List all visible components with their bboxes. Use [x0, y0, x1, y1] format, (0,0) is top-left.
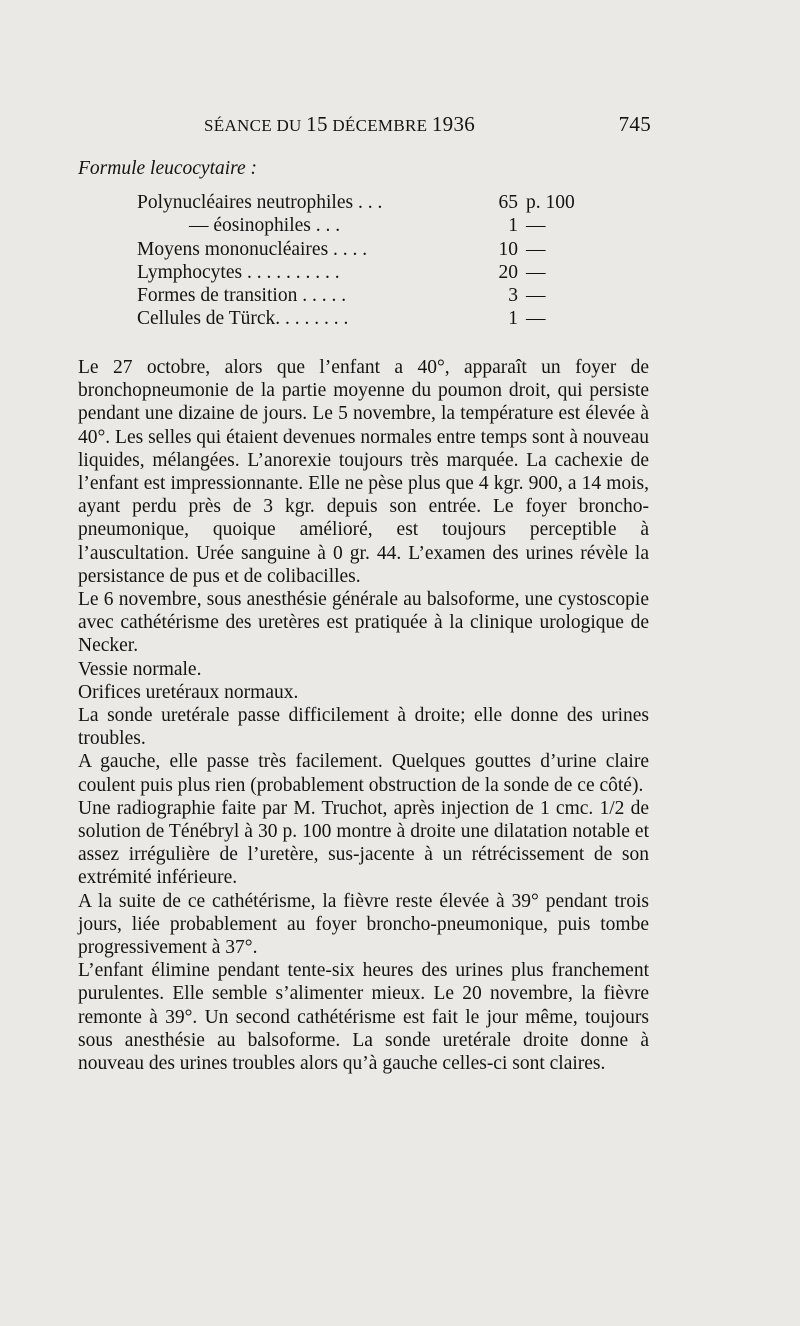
table-row	[137, 307, 597, 330]
row-value: 1	[508, 308, 518, 330]
paragraph: Le 27 octobre, alors que l’enfant a 40°, apparaît un foyer de bronchopneumonie de la partie moyenne du poumon droit, qui persiste pendant une dizaine de jours. Le 5 novembre, la température est élevée à 40°. Les selles qui étaient devenues normales entre temps sont à nouveau liquides, mélangées. L’anorexie toujours très marquée. La cachexie de l’enfant est impressionnante. Elle ne pèse plus que 4 kgr. 900, a 14 mois, ayant perdu près de 3 kgr. depuis son entrée. Le foyer broncho-pneumonique, quoique amélioré, est toujours perceptible à l’auscultation. Urée sanguine à 0 gr. 44. L’examen des urines révèle la persistance de pus et de colibacilles.	[78, 357, 649, 587]
row-value: 1	[508, 215, 518, 237]
row-unit: p. 100	[526, 192, 575, 213]
row-label: Moyens mononucléaires . . . .	[137, 238, 368, 260]
table-row	[137, 214, 597, 237]
row-value: 10	[498, 238, 518, 260]
paragraph: A gauche, elle passe très facilement. Quelques gouttes d’urine claire coulent puis plus rien (probablement obstruction de la sonde de ce côté).	[78, 751, 649, 796]
title-day: 15	[306, 112, 328, 136]
paragraph: A la suite de ce cathétérisme, la fièvre reste élevée à 39° pendant trois jours, liée probablement au foyer broncho-pneumonique, puis tombe progressivement à 37°.	[78, 890, 649, 959]
row-unit: —	[526, 308, 546, 330]
row-label: Polynucléaires neutrophiles . . .	[137, 192, 383, 213]
table-row	[137, 191, 597, 214]
body-text	[78, 356, 649, 1075]
row-unit: —	[526, 238, 546, 260]
page-number: 745	[618, 112, 651, 136]
title-year: 1936	[431, 112, 476, 136]
formule-heading: Formule leucocytaire :	[78, 158, 258, 179]
row-unit: —	[526, 215, 546, 237]
row-value: 3	[508, 285, 518, 307]
paragraph: Orifices uretéraux normaux.	[78, 681, 299, 703]
table-row	[137, 261, 597, 284]
row-value: 65	[498, 192, 518, 213]
paragraph: La sonde uretérale passe difficilement à droite; elle donne des urines troubles.	[78, 705, 649, 750]
running-head-title	[204, 112, 475, 137]
row-unit: —	[526, 285, 546, 307]
row-label: Lymphocytes . . . . . . . . . .	[137, 261, 340, 283]
leucocyte-table	[137, 191, 597, 331]
row-unit: —	[526, 261, 546, 283]
row-label: — éosinophiles . . .	[189, 215, 341, 237]
running-head	[78, 112, 651, 138]
row-value: 20	[498, 261, 518, 283]
paragraph: Vessie normale.	[78, 658, 202, 680]
paragraph: Le 6 novembre, sous anesthésie générale au balsoforme, une cystoscopie avec cathétérisme des uretères est pratiquée à la clinique urologique de Necker.	[78, 589, 649, 657]
paragraph: L’enfant élimine pendant tente-six heures des urines plus franchement purulentes. Elle semble s’alimenter mieux. Le 20 novembre, la fièvre remonte à 39°. Un second cathétérisme est fait le jour même, toujours sous anesthésie au balsoforme. La sonde uretérale droite donne à nouveau des urines troubles alors qu’à gauche celles-ci sont claires.	[78, 960, 649, 1075]
title-prefix: SÉANCE DU	[204, 116, 307, 135]
row-label: Cellules de Türck. . . . . . . .	[137, 308, 349, 330]
title-month: DÉCEMBRE	[327, 116, 432, 135]
row-label: Formes de transition . . . . .	[137, 285, 347, 307]
table-row	[137, 284, 597, 307]
table-row	[137, 238, 597, 261]
paragraph: Une radiographie faite par M. Truchot, après injection de 1 cmc. 1/2 de solution de Ténébryl à 30 p. 100 montre à droite une dilatation notable et assez irrégulière de l’uretère, sus-jacente à un rétrécissement de son extrémité inférieure.	[78, 797, 649, 889]
